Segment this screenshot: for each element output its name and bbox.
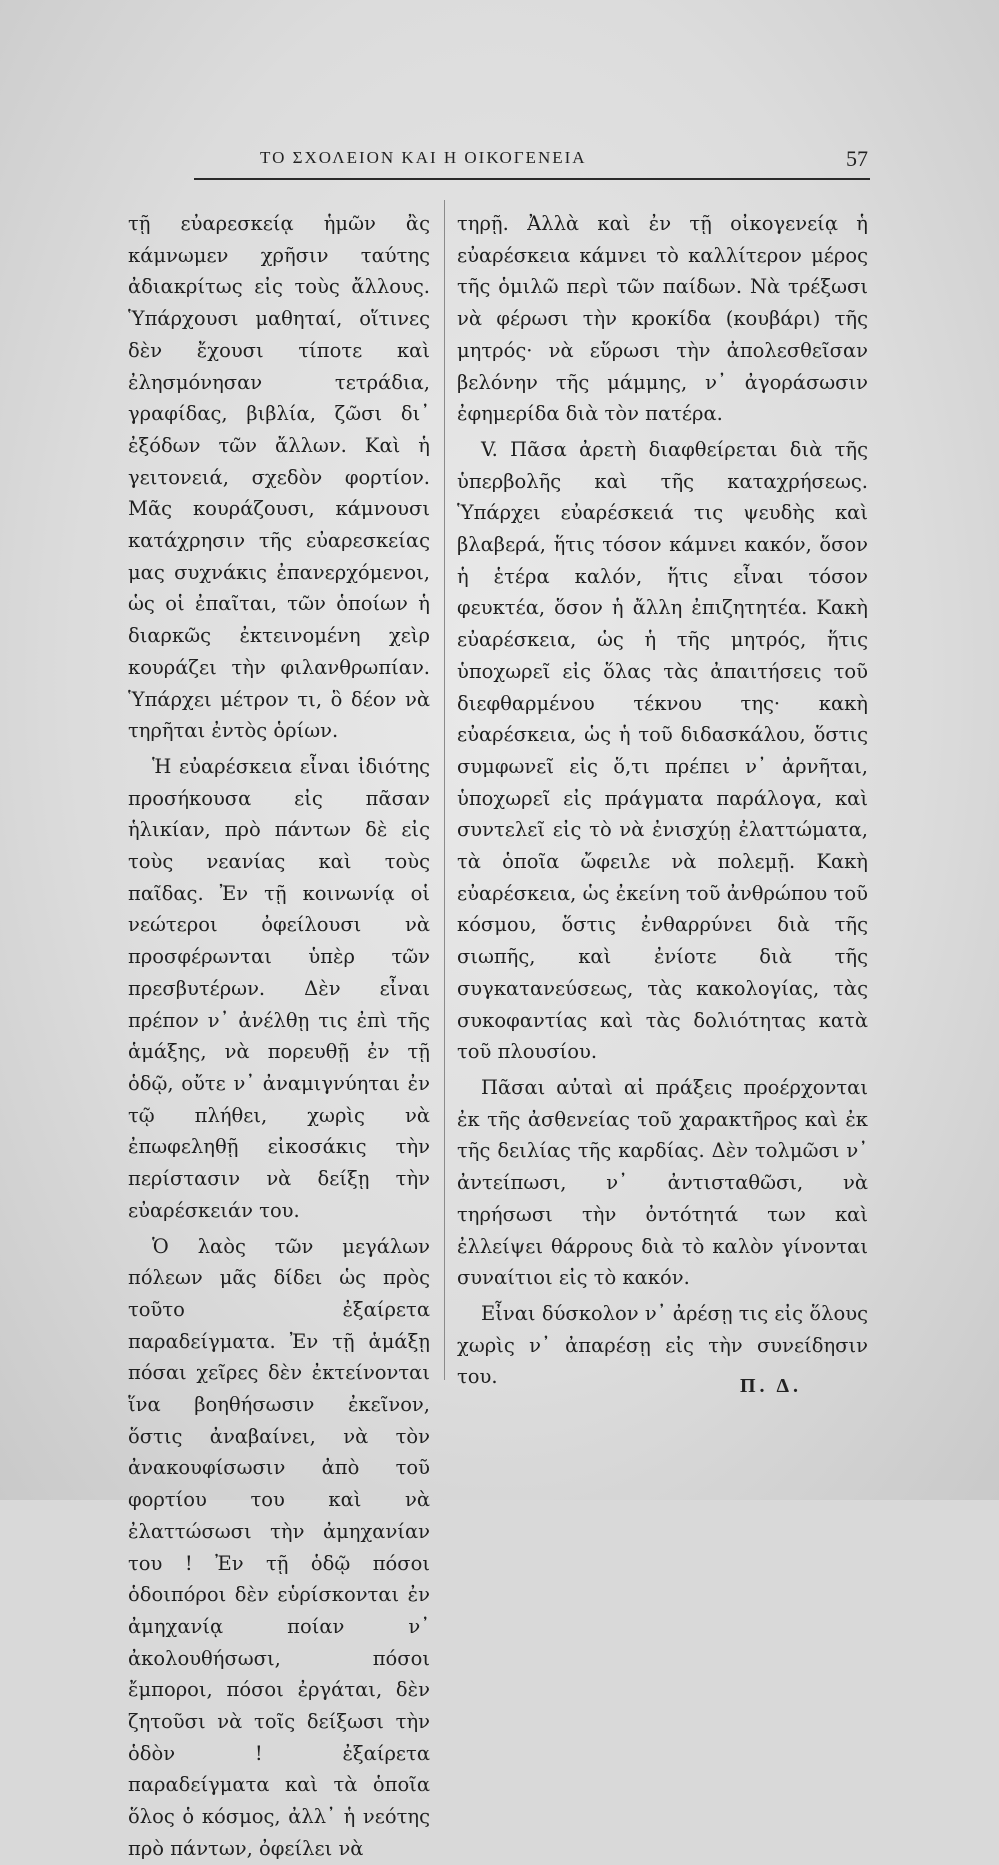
column-divider [444, 200, 445, 1380]
paragraph: Εἶναι δύσκολον ν᾽ ἀρέσῃ τις εἰς ὅλους χωρὶς ν᾽ ἀπαρέσῃ εἰς τὴν συνείδησιν του. [457, 1301, 868, 1389]
running-title: ΤΟ ΣΧΟΛΕΙΟΝ ΚΑΙ Η ΟΙΚΟΓΕΝΕΙΑ [260, 148, 587, 167]
paragraph: τῇ εὐαρεσκείᾳ ἡμῶν ἂς κάμνωμεν χρῆσιν ταύτης ἀδιακρίτως εἰς τοὺς ἄλλους. Ὑπάρχουσι μαθηταί, οἵτινες δὲν ἔχουσι τίποτε καὶ ἐλησμόνησαν τετράδια, γραφίδας, βιβλία, ζῶσι δι᾽ ἐξόδων τῶν ἄλλων. Καὶ ἡ γειτονειά, σχεδὸν φορτίον. Μᾶς κουράζουσι, κάμνουσι κατάχρησιν τῆς εὐαρεσκείας μας συχνάκις ἐπανερχόμενοι, ὡς οἱ ἐπαῖται, τῶν ὁποίων ἡ διαρκῶς ἐκτεινομένη χεὶρ κουράζει τὴν φιλανθρωπίαν. Ὑπάρχει μέτρον τι, ὃ δέον νὰ τηρῆται ἐντὸς ὁρίων. [128, 212, 430, 743]
paragraph: Ὁ λαὸς τῶν μεγάλων πόλεων μᾶς δίδει ὡς πρὸς τοῦτο ἐξαίρετα παραδείγματα. Ἐν τῇ ἁμάξῃ πόσαι χεῖρες δὲν ἐκτείνονται ἵνα βοηθήσωσιν ἐκεῖνον, ὅστις ἀναβαίνει, νὰ τὸν ἀνακουφίσωσιν ἀπὸ τοῦ φορτίου του καὶ νὰ ἐλαττώσωσι τὴν ἀμηχανίαν του ! Ἐν τῇ ὁδῷ πόσοι ὁδοιπόροι δὲν εὑρίσκονται ἐν ἀμηχανίᾳ ποίαν ν᾽ ἀκολουθήσωσι, πόσοι ἔμποροι, πόσοι ἐργάται, δὲν ζητοῦσι νὰ τοῖς δείξωσι τὴν ὁδὸν ! ἐξαίρετα παραδείγματα καὶ τὰ ὁποῖα ὅλος ὁ κόσμος, ἀλλ᾽ ἡ νεότης πρὸ πάντων, ὀφείλει νὰ [128, 1234, 430, 1860]
page-header [190, 146, 880, 172]
paragraph: Πᾶσαι αὐταὶ αἱ πράξεις προέρχονται ἐκ τῆς ἀσθενείας τοῦ χαρακτῆρος καὶ ἐκ τῆς δειλίας τῆς καρδίας. Δὲν τολμῶσι ν᾽ ἀντείπωσι, ν᾽ ἀντισταθῶσι, νὰ τηρήσωσι τὴν ὀντότητά των καὶ ἐλλείψει θάρρους διὰ τὸ καλὸν γίνονται συναίτιοι εἰς τὸ κακόν. [457, 1075, 868, 1290]
paragraph: τηρῇ. Ἀλλὰ καὶ ἐν τῇ οἰκογενείᾳ ἡ εὐαρέσκεια κάμνει τὸ καλλίτερον μέρος τῆς ὁμιλῶ περὶ τῶν παίδων. Νὰ τρέξωσι νὰ φέρωσι τὴν κροκίδα (κουβάρι) τῆς μητρός· νὰ εὕρωσι τὴν ἀπολεσθεῖσαν βελόνην τῆς μάμμης, ν᾽ ἀγοράσωσιν ἐφημερίδα διὰ τὸν πατέρα. [457, 212, 868, 426]
left-column [128, 208, 430, 1860]
page-number: 57 [846, 146, 868, 171]
author-signature: Π. Δ. [740, 1375, 802, 1397]
header-rule [194, 178, 870, 180]
right-column [457, 208, 868, 1408]
paragraph: V. Πᾶσα ἀρετὴ διαφθείρεται διὰ τῆς ὑπερβολῆς καὶ τῆς καταχρήσεως. Ὑπάρχει εὐαρέσκειά τις ψευδὴς καὶ βλαβερά, ἥτις τόσον κάμνει κακόν, ὅσον ἡ ἑτέρα καλόν, ἥτις εἶναι τόσον φευκτέα, ὅσον ἡ ἄλλη ἐπιζητητέα. Κακὴ εὐαρέσκεια, ὡς ἡ τῆς μητρός, ἥτις ὑποχωρεῖ εἰς ὅλας τὰς ἀπαιτήσεις τοῦ διεφθαρμένου τέκνου της· κακὴ εὐαρέσκεια, ὡς ἡ τοῦ διδασκάλου, ὅστις συμφωνεῖ εἰς ὅ,τι πρέπει ν᾽ ἀρνῆται, ὑποχωρεῖ εἰς πράγματα παράλογα, καὶ συντελεῖ εἰς τὸ νὰ ἐνισχύῃ ἐλαττώματα, τὰ ὁποῖα ὤφειλε νὰ πολεμῇ. Κακὴ εὐαρέσκεια, ὡς ἐκείνη τοῦ ἀνθρώπου τοῦ κόσμου, ὅστις ἐνθαρρύνει διὰ τῆς σιωπῆς, καὶ ἐνίοτε διὰ τῆς συγκατανεύσεως, τὰς κακολογίας, τὰς συκοφαντίας καὶ τὰς δολιότητας κατὰ τοῦ πλουσίου. [457, 437, 868, 1064]
paragraph: Ἡ εὐαρέσκεια εἶναι ἰδιότης προσήκουσα εἰς πᾶσαν ἡλικίαν, πρὸ πάντων δὲ εἰς τοὺς νεανίας καὶ τοὺς παῖδας. Ἐν τῇ κοινωνίᾳ οἱ νεώτεροι ὀφείλουσι νὰ προσφέρωνται ὑπὲρ τῶν πρεσβυτέρων. Δὲν εἶναι πρέπον ν᾽ ἀνέλθῃ τις ἐπὶ τῆς ἁμάξης, νὰ πορευθῇ ἐν τῇ ὁδῷ, οὔτε ν᾽ ἀναμιγνύηται ἐν τῷ πλήθει, χωρὶς νὰ ἐπωφεληθῇ εἰκοσάκις τὴν περίστασιν νὰ δείξῃ τὴν εὐαρέσκειάν του. [128, 754, 430, 1222]
